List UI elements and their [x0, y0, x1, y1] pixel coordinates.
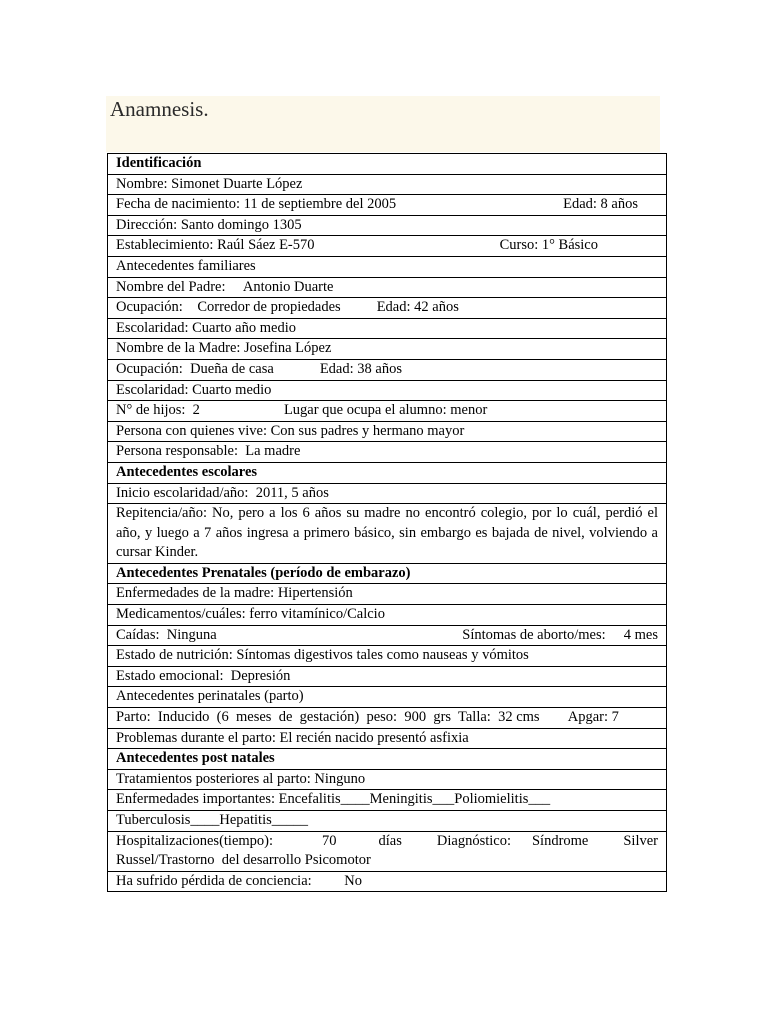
table-row — [108, 708, 667, 729]
field-ocupacion-madre — [108, 359, 667, 380]
field-escolaridad-padre: Escolaridad: Cuarto año medio — [108, 318, 667, 339]
field-nombre: Nombre: Simonet Duarte López — [108, 174, 667, 195]
table-row — [108, 605, 667, 626]
field-edad-madre: Edad: 38 años — [319, 360, 402, 377]
table-row — [108, 154, 667, 175]
page-title: Anamnesis. — [110, 97, 209, 121]
table-row — [108, 195, 667, 216]
table-row — [108, 749, 667, 770]
field-enfermedades-madre: Enfermedades de la madre: Hipertensión — [108, 584, 667, 605]
field-tuberculosis-hepatitis: Tuberculosis____Hepatitis_____ — [108, 811, 667, 832]
section-header-escolares: Antecedentes escolares — [108, 462, 667, 483]
field-enfermedades-importantes: Enfermedades importantes: Encefalitis____Meningitis___Poliomielitis___ — [108, 790, 667, 811]
field-direccion: Dirección: Santo domingo 1305 — [108, 215, 667, 236]
table-row — [108, 666, 667, 687]
field-establecimiento-curso — [108, 236, 667, 257]
table-row — [108, 769, 667, 790]
field-estado-nutricion: Estado de nutrición: Síntomas digestivos tales como nauseas y vómitos — [108, 646, 667, 667]
table-row — [108, 256, 667, 277]
field-medicamentos: Medicamentos/cuáles: ferro vitamínico/Calcio — [108, 605, 667, 626]
field-ocupacion-madre-value: Ocupación: Dueña de casa — [116, 360, 274, 377]
table-row — [108, 871, 667, 892]
field-hospitalizaciones: Hospitalizaciones(tiempo): 70 días Diagnóstico: Síndrome Silver Russel/Trastorno del desarrollo Psicomotor — [108, 831, 667, 871]
table-row — [108, 504, 667, 564]
field-fecha-nacimiento: Fecha de nacimiento: 11 de septiembre del 2005 — [116, 196, 397, 213]
table-row — [108, 174, 667, 195]
table-row — [108, 318, 667, 339]
field-caidas-value: Caídas: Ninguna — [116, 626, 217, 643]
field-curso: Curso: 1° Básico — [499, 237, 598, 254]
section-header-prenatales — [108, 563, 667, 584]
table-row — [108, 687, 667, 708]
field-edad-padre: Edad: 42 años — [376, 299, 459, 316]
table-row — [108, 483, 667, 504]
table-row — [108, 298, 667, 319]
table-row — [108, 831, 667, 871]
section-prenatales-rest: (período de embarazo) — [266, 564, 411, 581]
field-ocupacion-padre-value: Ocupación: Corredor de propiedades — [116, 299, 341, 316]
table-row — [108, 215, 667, 236]
table-row — [108, 625, 667, 646]
field-tratamientos: Tratamientos posteriores al parto: Ninguno — [108, 769, 667, 790]
field-persona-vive: Persona con quienes vive: Con sus padres y hermano mayor — [108, 421, 667, 442]
field-edad: Edad: 8 años — [563, 196, 638, 213]
section-prenatales-bold: Antecedentes Prenatales — [116, 564, 267, 581]
field-inicio-escolaridad: Inicio escolaridad/año: 2011, 5 años — [108, 483, 667, 504]
field-hijos — [108, 401, 667, 422]
section-perinatales: Antecedentes perinatales (parto) — [108, 687, 667, 708]
field-perdida-conciencia: Ha sufrido pérdida de conciencia: No — [108, 871, 667, 892]
table-row — [108, 442, 667, 463]
table-row — [108, 584, 667, 605]
anamnesis-table — [107, 153, 667, 892]
table-row — [108, 563, 667, 584]
table-row — [108, 421, 667, 442]
field-numero-hijos: N° de hijos: 2 — [116, 402, 200, 419]
field-estado-emocional: Estado emocional: Depresión — [108, 666, 667, 687]
table-row — [108, 811, 667, 832]
field-escolaridad-madre: Escolaridad: Cuarto medio — [108, 380, 667, 401]
field-persona-responsable: Persona responsable: La madre — [108, 442, 667, 463]
title-band — [106, 96, 660, 152]
table-row — [108, 401, 667, 422]
table-row — [108, 462, 667, 483]
table-row — [108, 380, 667, 401]
section-antecedentes-familiares: Antecedentes familiares — [108, 256, 667, 277]
table-row — [108, 790, 667, 811]
field-problemas-parto: Problemas durante el parto: El recién nacido presentó asfixia — [108, 728, 667, 749]
table-row — [108, 646, 667, 667]
table-row — [108, 277, 667, 298]
field-sintomas-aborto: Síntomas de aborto/mes: 4 mes — [462, 626, 658, 643]
table-row — [108, 728, 667, 749]
field-fecha-edad — [108, 195, 667, 216]
field-nombre-madre: Nombre de la Madre: Josefina López — [108, 339, 667, 360]
table-row — [108, 236, 667, 257]
field-caidas — [108, 625, 667, 646]
table-row — [108, 339, 667, 360]
field-nombre-padre: Nombre del Padre: Antonio Duarte — [108, 277, 667, 298]
field-ocupacion-padre — [108, 298, 667, 319]
field-lugar-alumno: Lugar que ocupa el alumno: menor — [283, 402, 488, 419]
field-establecimiento: Establecimiento: Raúl Sáez E-570 — [116, 237, 315, 254]
field-parto: Parto: Inducido (6 meses de gestación) peso: 900 grs Talla: 32 cms Apgar: 7 — [108, 708, 667, 729]
section-header-identificacion: Identificación — [108, 154, 667, 175]
section-header-post-natales: Antecedentes post natales — [108, 749, 667, 770]
field-repitencia: Repitencia/año: No, pero a los 6 años su madre no encontró colegio, por lo cuál, perdió el año, y luego a 7 años ingresa a primero básico, sin embargo es bajada de nivel, volviendo a cursar Kinder. — [108, 504, 667, 564]
table-row — [108, 359, 667, 380]
